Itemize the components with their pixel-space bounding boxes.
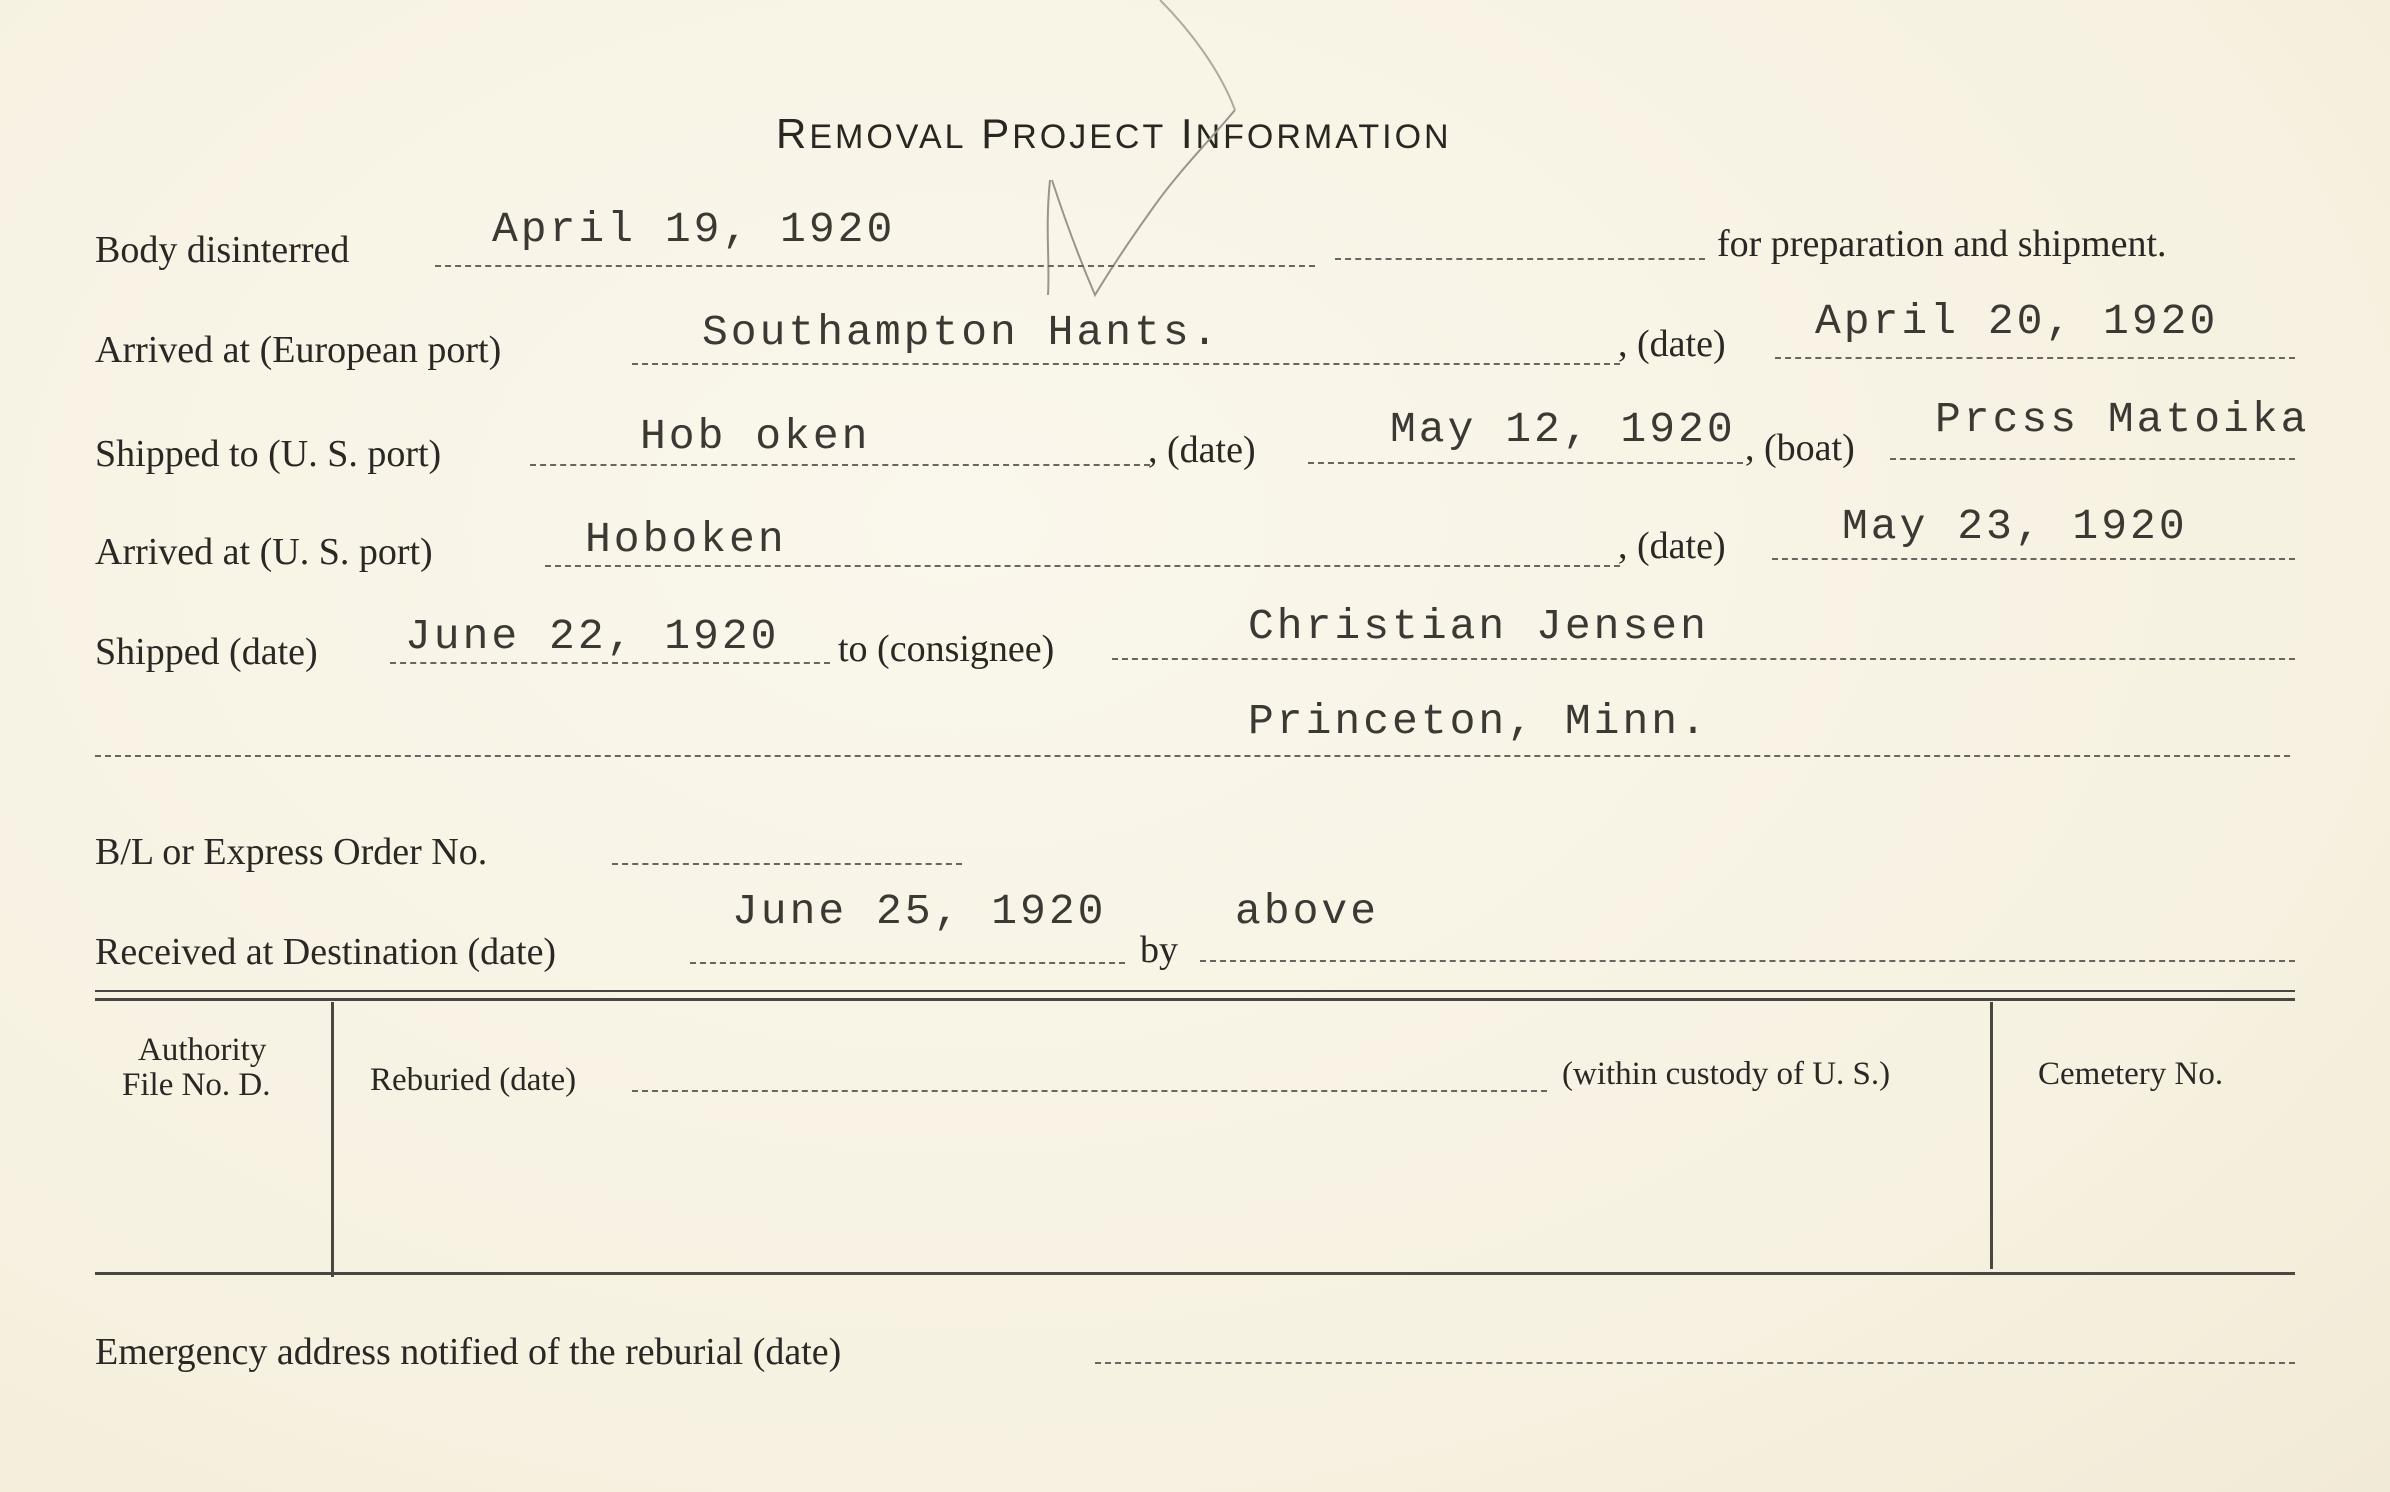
us-port-shipped-date-label: , (date)	[1148, 429, 1256, 471]
table-divider-1	[331, 1002, 334, 1277]
boat-line	[1890, 458, 2295, 460]
shipped-date-line	[390, 662, 830, 664]
shipped-date-value: June 22, 1920	[405, 612, 780, 661]
page-title: REMOVAL PROJECT INFORMATION	[776, 110, 1452, 157]
consignee-line-2	[95, 755, 2290, 757]
emergency-address-label: Emergency address notified of the reburial (date)	[95, 1331, 842, 1373]
european-port-date-line	[1775, 357, 2295, 359]
us-port-arrived-label: Arrived at (U. S. port)	[95, 531, 433, 573]
received-destination-label: Received at Destination (date)	[95, 931, 557, 973]
boat-value: Prcss Matoika	[1935, 395, 2310, 444]
body-disinterred-line-2	[1335, 258, 1705, 260]
emergency-address-line	[1095, 1362, 2295, 1364]
received-by-value: above	[1235, 887, 1380, 936]
us-port-shipped-date-line	[1308, 462, 1743, 464]
consignee-label: to (consignee)	[838, 628, 1055, 670]
express-order-label: B/L or Express Order No.	[95, 831, 488, 873]
boat-label: , (boat)	[1745, 427, 1855, 469]
us-port-arrived-date-value: May 23, 1920	[1842, 502, 2188, 551]
us-port-arrived-date-line	[1772, 558, 2295, 560]
consignee-value: Christian Jensen	[1248, 602, 1709, 651]
us-port-shipped-line	[530, 464, 1150, 466]
european-port-line	[632, 363, 1620, 365]
file-no-label: File No. D.	[122, 1067, 271, 1103]
received-by-label: by	[1140, 929, 1178, 971]
european-port-date-value: April 20, 1920	[1815, 297, 2219, 346]
reburied-label: Reburied (date)	[370, 1062, 577, 1098]
pencil-check-mark	[1040, 0, 1240, 310]
express-order-line	[612, 863, 962, 865]
table-top-rule-2	[95, 998, 2295, 1001]
table-divider-2	[1990, 1002, 1993, 1269]
body-disinterred-value: April 19, 1920	[492, 205, 896, 254]
cemetery-no-label: Cemetery No.	[2038, 1056, 2224, 1092]
table-top-rule	[95, 990, 2295, 992]
received-by-line	[1200, 960, 2295, 962]
us-port-shipped-label: Shipped to (U. S. port)	[95, 433, 442, 475]
custody-label: (within custody of U. S.)	[1562, 1056, 1891, 1092]
received-destination-value: June 25, 1920	[732, 887, 1107, 936]
european-port-label: Arrived at (European port)	[95, 329, 502, 371]
us-port-shipped-value: Hob oken	[640, 412, 871, 461]
body-disinterred-line	[435, 265, 1315, 267]
european-port-value: Southampton Hants.	[702, 308, 1221, 357]
received-destination-line	[690, 962, 1125, 964]
us-port-arrived-value: Hoboken	[585, 515, 787, 564]
table-bottom-rule	[95, 1272, 2295, 1275]
us-port-arrived-line	[545, 565, 1620, 567]
shipped-date-label: Shipped (date)	[95, 631, 318, 673]
us-port-arrived-date-label: , (date)	[1618, 525, 1726, 567]
authority-label: Authority	[138, 1032, 267, 1068]
consignee-address-value: Princeton, Minn.	[1248, 697, 1709, 746]
european-port-date-label: , (date)	[1618, 323, 1726, 365]
reburied-line	[632, 1090, 1547, 1092]
body-disinterred-label: Body disinterred	[95, 229, 350, 271]
preparation-shipment-label: for preparation and shipment.	[1717, 223, 2167, 265]
consignee-line	[1112, 658, 2295, 660]
us-port-shipped-date-value: May 12, 1920	[1390, 405, 1736, 454]
